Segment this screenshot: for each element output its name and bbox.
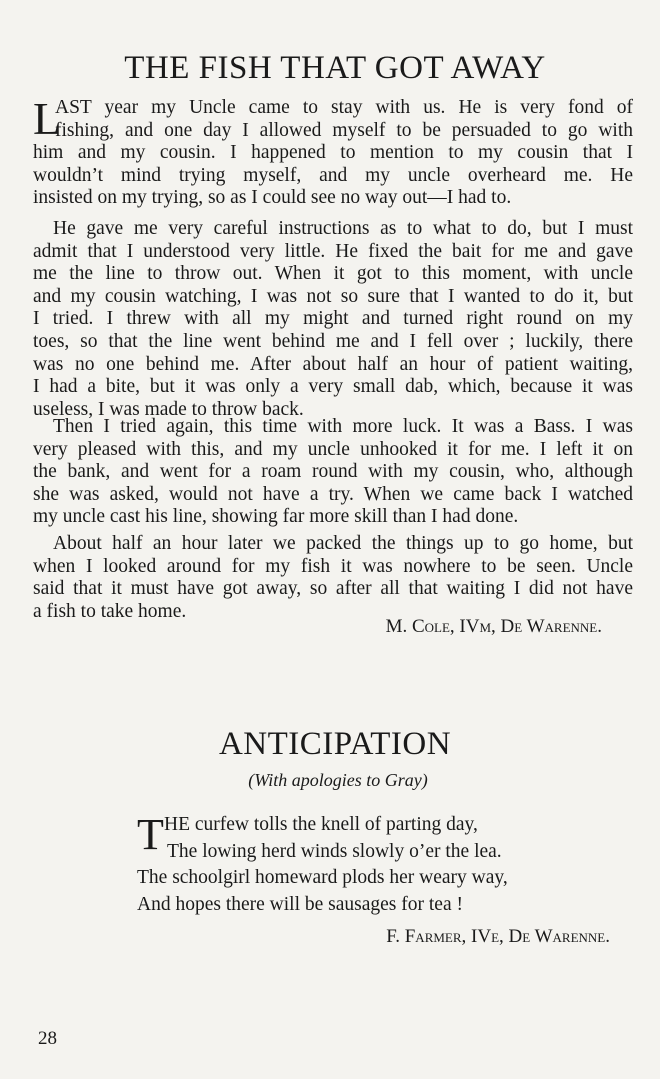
text-line: useless, I was made to throw back. <box>33 398 304 420</box>
text-line: when I looked around for my fish it was nowhere to be seen. Uncle <box>33 555 633 577</box>
poem-subtitle: (With apologies to Gray) <box>248 770 428 790</box>
text-line: AST year my Uncle came to stay with us. He is very fond of <box>55 97 633 118</box>
article-title: THE FISH THAT GOT AWAY <box>124 50 546 86</box>
drop-cap: L <box>33 93 62 144</box>
text-line: my uncle cast his line, showing far more skill than I had done. <box>33 506 519 528</box>
text-line: me the line to throw out. When it got to this moment, with uncle <box>33 263 633 285</box>
text-line: a fish to take home. <box>33 600 187 622</box>
poem-line: HE curfew tolls the knell of parting day, <box>164 814 478 835</box>
text-line: was no one behind me. After about half an hour of patient waiting, <box>33 353 633 375</box>
text-line: toes, so that the line went behind me and I fell over ; luckily, there <box>33 330 633 352</box>
text-line: About half an hour later we packed the things up to go home, but <box>53 533 633 554</box>
paragraph-3 <box>33 416 633 529</box>
text-line: the bank, and went for a roam round with my cousin, who, although <box>33 461 633 483</box>
text-line: Then I tried again, this time with more luck. It was a Bass. I was <box>53 416 633 437</box>
paragraph-1 <box>33 93 633 210</box>
poem-line: And hopes there will be sausages for tea ! <box>137 894 463 916</box>
text-line: him and my cousin. I happened to mention to my cousin that I <box>33 142 633 164</box>
poem-signature: F. Farmer, IVe, De Warenne. <box>386 926 610 947</box>
poem-line: The schoolgirl homeward plods her weary way, <box>137 867 508 889</box>
author-signature: M. Cole, IVm, De Warenne. <box>385 616 602 637</box>
poem-line: The lowing herd winds slowly o’er the lea. <box>167 840 502 862</box>
text-line: and my cousin watching, I was not so sure that I wanted to do it, but <box>33 285 633 307</box>
text-line: I tried. I threw with all my might and turned right round on my <box>33 308 633 330</box>
drop-cap: T <box>137 810 164 859</box>
paragraph-2 <box>33 218 633 421</box>
text-line: admit that I understood very little. He fixed the bait for me and gave <box>33 240 633 262</box>
paragraph-4 <box>33 533 633 623</box>
page-number: 28 <box>38 1028 57 1049</box>
text-line: wouldn’t mind trying myself, and my uncle overheard me. He <box>33 164 633 186</box>
poem <box>137 812 508 919</box>
text-line: said that it must have got away, so after all that waiting I did not have <box>33 578 633 600</box>
text-line: she was asked, would not have a try. When we came back I watched <box>33 483 633 505</box>
text-line: fishing, and one day I allowed myself to be persuaded to go with <box>55 119 633 141</box>
poem-title: ANTICIPATION <box>218 726 452 762</box>
text-line: I had a bite, but it was only a very small dab, which, because it was <box>33 376 633 398</box>
text-line: insisted on my trying, so as I could see no way out—I had to. <box>33 187 512 209</box>
text-line: He gave me very careful instructions as to what to do, but I must <box>53 218 633 239</box>
text-line: very pleased with this, and my uncle unhooked it for me. I left it on <box>33 438 633 460</box>
